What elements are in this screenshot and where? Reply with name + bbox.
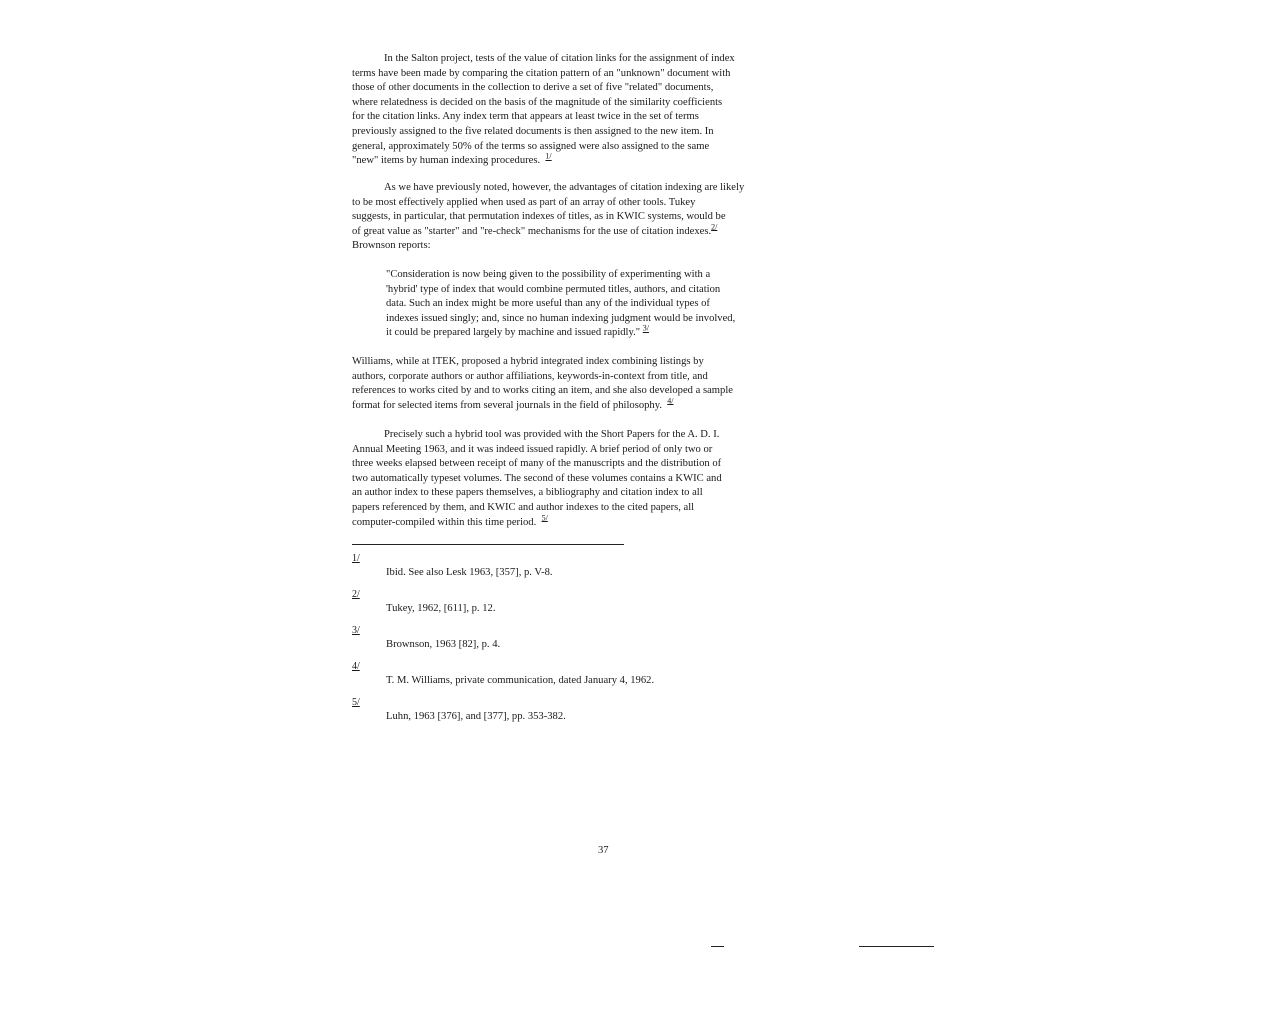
- footnote-text: Brownson, 1963 [82], p. 4.: [386, 639, 501, 650]
- footnote-mark: 1/: [352, 553, 360, 564]
- quote-line: [386, 323, 846, 341]
- text-line-content: format for selected items from several journals in the field of philosophy.: [352, 399, 662, 411]
- text-line: suggests, in particular, that permutation indexes of titles, as in KWIC systems, would be: [352, 211, 726, 223]
- text-line: terms have been made by comparing the citation pattern of an "unknown" document with: [352, 67, 731, 79]
- text-line: where relatedness is decided on the basis of the magnitude of the similarity coefficients: [352, 96, 723, 108]
- text-line: those of other documents in the collection to derive a set of five "related" documents,: [352, 82, 714, 94]
- text-line: As we have previously noted, however, the advantages of citation indexing are likely: [384, 182, 745, 193]
- paragraph-salton: [352, 52, 864, 169]
- text-line: In the Salton project, tests of the value of citation links for the assignment of index: [384, 53, 735, 64]
- text-line: two automatically typeset volumes. The second of these volumes contains a KWIC and: [352, 472, 722, 484]
- page-number: 37: [598, 845, 609, 856]
- footnote-text: T. M. Williams, private communication, dated January 4, 1962.: [386, 675, 655, 686]
- footnote-separator: [352, 544, 624, 545]
- scan-mark-short: [711, 946, 724, 947]
- text-line-content: of great value as "starter" and "re-check" mechanisms for the use of citation indexes.: [352, 225, 712, 237]
- quote-line: 'hybrid' type of index that would combine permuted titles, authors, and citation: [386, 283, 721, 295]
- text-line-content: computer-compiled within this time period.: [352, 516, 537, 528]
- quote-line-content: it could be prepared largely by machine and issued rapidly.": [386, 327, 641, 339]
- text-line: [352, 222, 864, 240]
- text-line: general, approximately 50% of the terms so assigned were also assigned to the same: [352, 140, 710, 152]
- text-line: authors, corporate authors or author affiliations, keywords-in-context from title, and: [352, 370, 708, 382]
- footnote-mark: 3/: [352, 625, 360, 636]
- block-quote: [386, 268, 846, 341]
- quote-line: "Consideration is now being given to the possibility of experimenting with a: [386, 269, 711, 280]
- paragraph-williams: [352, 355, 864, 413]
- text-line: for the citation links. Any index term that appears at least twice in the set of terms: [352, 111, 699, 123]
- footnote-text: Ibid. See also Lesk 1963, [357], p. V-8.: [386, 567, 553, 578]
- footnote-mark: 5/: [352, 697, 360, 708]
- text-line: Precisely such a hybrid tool was provided with the Short Papers for the A. D. I.: [384, 429, 720, 440]
- footnote-text: Luhn, 1963 [376], and [377], pp. 353-382.: [386, 711, 566, 722]
- text-line: Brownson reports:: [352, 240, 431, 252]
- text-line: papers referenced by them, and KWIC and author indexes to the cited papers, all: [352, 501, 695, 513]
- text-line: [352, 151, 864, 169]
- text-line-content: "new" items by human indexing procedures.: [352, 155, 541, 167]
- text-line: previously assigned to the five related documents is then assigned to the new item. In: [352, 125, 714, 137]
- quote-line: data. Such an index might be more useful than any of the individual types of: [386, 298, 710, 310]
- paragraph-hybrid-tool: [352, 428, 864, 530]
- text-line: Williams, while at ITEK, proposed a hybrid integrated index combining listings by: [352, 356, 704, 367]
- quote-line: indexes issued singly; and, since no human indexing judgment would be involved,: [386, 312, 736, 324]
- scan-mark-long: [859, 946, 934, 947]
- footnote-mark: 4/: [352, 661, 360, 672]
- text-line: [352, 513, 864, 531]
- footnote-ref: 4/: [667, 396, 674, 406]
- footnote-text: Tukey, 1962, [611], p. 12.: [386, 603, 496, 614]
- footnote-ref: 5/: [541, 513, 548, 523]
- text-line: to be most effectively applied when used as part of an array of other tools. Tukey: [352, 196, 696, 208]
- footnote-mark: 2/: [352, 589, 360, 600]
- footnote-ref: 2/: [711, 222, 718, 232]
- text-line: Annual Meeting 1963, and it was indeed issued rapidly. A brief period of only two or: [352, 443, 713, 455]
- text-line: references to works cited by and to works citing an item, and she also developed a sample: [352, 385, 733, 397]
- footnote-ref: 3/: [642, 323, 649, 333]
- footnote-ref: 1/: [545, 151, 552, 161]
- paragraph-citation-indexing: [352, 181, 864, 254]
- text-line: an author index to these papers themselves, a bibliography and citation index to all: [352, 487, 703, 499]
- text-line: three weeks elapsed between receipt of many of the manuscripts and the distribution of: [352, 458, 722, 470]
- text-line: [352, 396, 864, 414]
